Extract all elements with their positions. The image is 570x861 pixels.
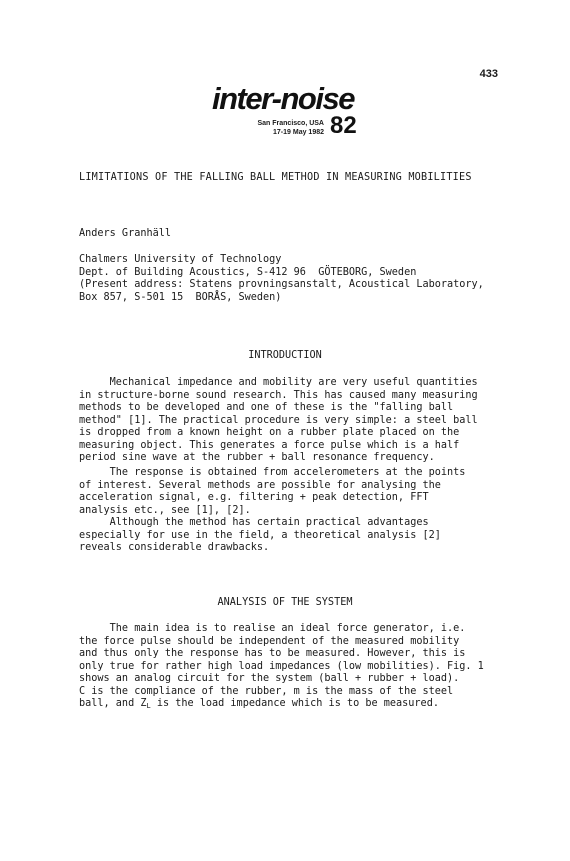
body-line: Although the method has certain practical advantages [79, 517, 429, 528]
body-line: Mechanical impedance and mobility are very useful quantities [79, 377, 478, 388]
body-line: the force pulse should be independent of the measured mobility [79, 635, 460, 647]
body-line: analysis etc., see [1], [2]. [79, 504, 251, 516]
body-line: method" [1]. The practical procedure is very simple: a steel ball [79, 414, 478, 426]
body-line: C is the compliance of the rubber, m is the mass of the steel [79, 685, 454, 697]
body-line: of interest. Several methods are possible for analysing the [79, 479, 441, 491]
body-line: in structure-borne sound research. This has caused many measuring [79, 389, 478, 401]
body-line: shows an analog circuit for the system (ball + rubber + load). [79, 673, 460, 684]
body-line: is dropped from a known height on a rubber plate placed on the [79, 427, 460, 438]
conference-dates: 17-19 May 1982 [273, 129, 324, 136]
section-heading-introduction: INTRODUCTION [248, 350, 322, 361]
body-line: measuring object. This generates a force pulse which is a half [79, 439, 460, 451]
section-heading-analysis: ANALYSIS OF THE SYSTEM [217, 597, 353, 608]
affiliation-line: (Present address: Statens provningsanstalt, Acoustical Laboratory, [79, 279, 484, 290]
body-line: and thus only the response has to be measured. However, this is [79, 648, 466, 659]
conference-year: 82 [330, 112, 357, 139]
body-line: The main idea is to realise an ideal force generator, i.e. [79, 623, 466, 634]
body-line: acceleration signal, e.g. filtering + peak detection, FFT [79, 492, 429, 503]
author-name: Anders Granhäll [79, 228, 172, 239]
body-line [79, 698, 439, 713]
conference-location: San Francisco, USA [257, 120, 324, 127]
body-line: methods to be developed and one of these is the "falling ball [79, 402, 454, 413]
affiliation-line: Chalmers University of Technology [79, 254, 282, 265]
body-line: The response is obtained from accelerometers at the points [79, 467, 466, 478]
body-line: period sine wave at the rubber + ball resonance frequency. [79, 452, 435, 463]
paper-title: LIMITATIONS OF THE FALLING BALL METHOD IN MEASURING MOBILITIES [79, 172, 472, 183]
affiliation-line: Dept. of Building Acoustics, S-412 96 GÖTEBORG, Sweden [79, 266, 417, 278]
body-text: ball, and Z [79, 698, 147, 709]
page-number: 433 [479, 68, 498, 80]
body-text: is the load impedance which is to be measured. [150, 698, 439, 709]
subscript-text: L [146, 702, 151, 710]
body-line: especially for use in the field, a theoretical analysis [2] [79, 529, 441, 541]
body-line: only true for rather high load impedances (low mobilities). Fig. 1 [79, 660, 484, 672]
conference-info [242, 119, 324, 137]
conference-name: inter-noise [212, 81, 354, 116]
affiliation-line: Box 857, S-501 15 BORÅS, Sweden) [79, 291, 282, 303]
body-line: reveals considerable drawbacks. [79, 542, 270, 553]
conference-logo [212, 81, 362, 144]
